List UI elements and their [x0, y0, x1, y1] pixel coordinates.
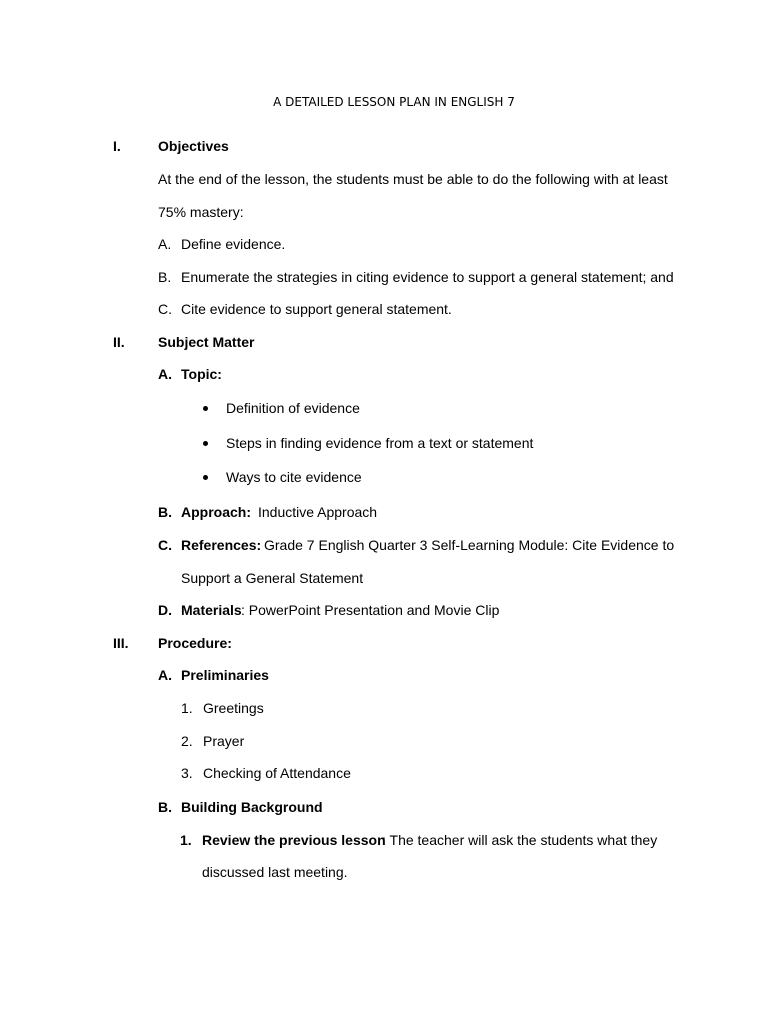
topic-label: Topic: — [181, 366, 222, 382]
preliminaries-marker: A. — [158, 667, 172, 683]
objective-text-b: Enumerate the strategies in citing evidence to support a general statement; and — [181, 269, 674, 285]
section-numeral-procedure: III. — [113, 635, 129, 651]
building-background-marker: B. — [158, 799, 172, 815]
references-value-line1: Grade 7 English Quarter 3 Self-Learning Module: Cite Evidence to — [264, 537, 675, 553]
preliminaries-item-3: Checking of Attendance — [203, 765, 351, 781]
references-marker: C. — [158, 537, 172, 553]
bullet-icon — [203, 475, 208, 480]
topic-bullet-2: Steps in finding evidence from a text or statement — [226, 435, 534, 451]
section-numeral-objectives: I. — [113, 138, 121, 154]
objectives-intro-line1: At the end of the lesson, the students must be able to do the following with at least — [158, 171, 668, 187]
preliminaries-marker-1: 1. — [181, 700, 193, 716]
preliminaries-item-1: Greetings — [203, 700, 264, 716]
approach-label: Approach: — [181, 504, 251, 520]
topic-marker: A. — [158, 366, 172, 382]
objectives-intro-line2: 75% mastery: — [158, 204, 244, 220]
review-marker: 1. — [180, 832, 192, 848]
bullet-icon — [203, 441, 208, 446]
objective-text-c: Cite evidence to support general statement. — [181, 301, 452, 317]
building-background-label: Building Background — [181, 799, 323, 815]
objective-text-a: Define evidence. — [181, 236, 286, 252]
preliminaries-label: Preliminaries — [181, 667, 269, 683]
references-value-line2: Support a General Statement — [181, 570, 364, 586]
bullet-icon — [203, 406, 208, 411]
topic-bullet-1: Definition of evidence — [226, 400, 360, 416]
objective-marker-b: B. — [158, 269, 172, 285]
review-text-line1: : The teacher will ask the students what they — [382, 832, 658, 848]
section-heading-procedure: Procedure: — [158, 635, 232, 651]
section-heading-subject-matter: Subject Matter — [158, 334, 255, 350]
section-heading-objectives: Objectives — [158, 138, 229, 154]
section-numeral-subject-matter: II. — [113, 334, 125, 350]
approach-value: Inductive Approach — [258, 504, 378, 520]
objective-marker-c: C. — [158, 301, 172, 317]
objective-marker-a: A. — [158, 236, 172, 252]
materials-marker: D. — [158, 602, 172, 618]
review-label: Review the previous lesson — [202, 832, 386, 848]
materials-value: : PowerPoint Presentation and Movie Clip — [241, 602, 500, 618]
references-label: References: — [181, 537, 262, 553]
preliminaries-item-2: Prayer — [203, 733, 245, 749]
preliminaries-marker-3: 3. — [181, 765, 193, 781]
topic-bullet-3: Ways to cite evidence — [226, 469, 362, 485]
document-title: A DETAILED LESSON PLAN IN ENGLISH 7 — [273, 95, 515, 109]
review-text-line2: discussed last meeting. — [202, 864, 348, 880]
materials-label: Materials — [181, 602, 242, 618]
approach-marker: B. — [158, 504, 172, 520]
preliminaries-marker-2: 2. — [181, 733, 193, 749]
